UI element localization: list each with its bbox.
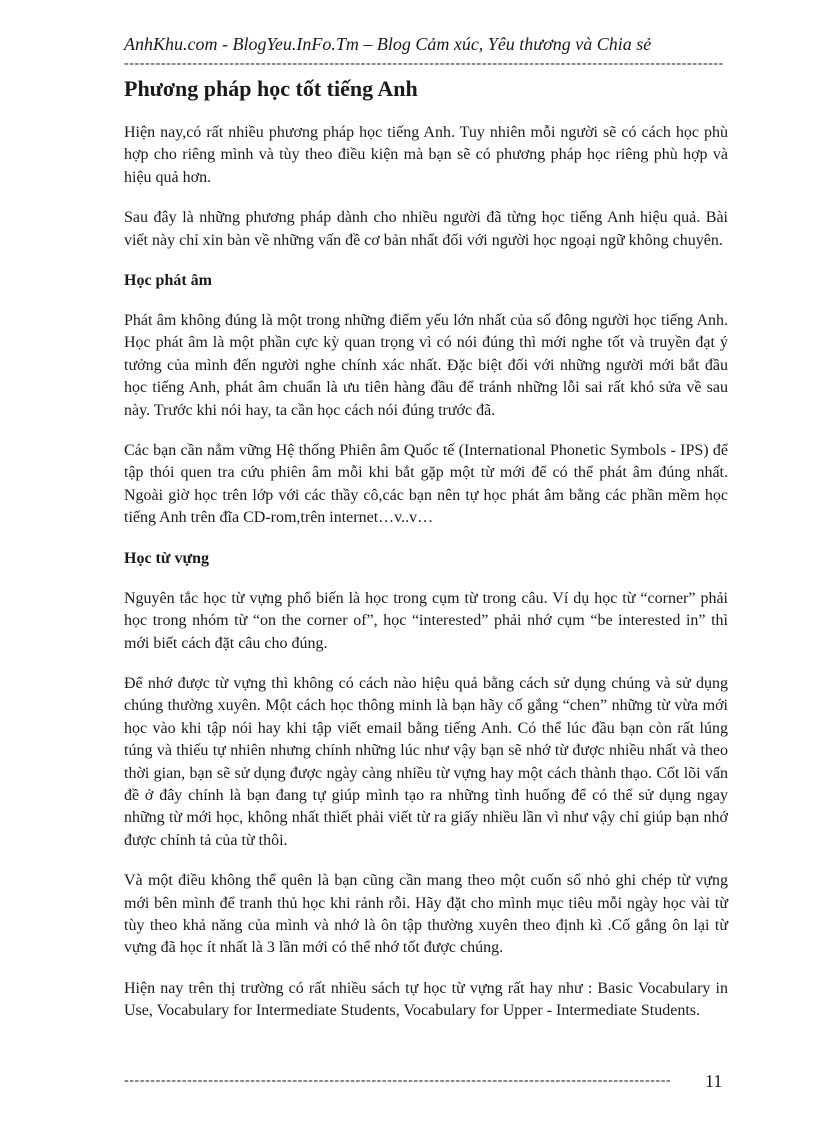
footer-divider: -------------------------------------------------------------------------------------------------------- — [124, 1073, 672, 1088]
paragraph-pronunciation-1: Phát âm không đúng là một trong những điểm yếu lớn nhất của số đông người học tiếng Anh. Học phát âm là một phần cực kỳ quan trọng vì có nói đúng thì mới nghe tốt và truyền đạt ý tưởng của mình đến người nghe chính xác nhất. Đặc biệt đối với những người mới bắt đầu học tiếng Anh, phát âm chuẩn là ưu tiên hàng đầu để tránh những lỗi sai rất khó sửa về sau này. Trước khi nói hay, ta cần học cách nói đúng trước đã. — [124, 312, 728, 419]
header-divider: ------------------------------------------------------------------------------------------------------------------ — [124, 56, 724, 71]
section-heading-pronunciation: Học phát âm — [124, 272, 212, 290]
page-title: Phương pháp học tốt tiếng Anh — [124, 76, 418, 101]
paragraph-intro-1: Hiện nay,có rất nhiều phương pháp học tiếng Anh. Tuy nhiên mỗi người sẽ có cách học phù hợp cho riêng mình và tùy theo điều kiện mà bạn sẽ có phương pháp học riêng phù hợp và hiệu quả hơn. — [124, 124, 728, 186]
article-body — [124, 122, 728, 1041]
paragraph-vocabulary-1: Nguyên tắc học từ vựng phổ biến là học trong cụm từ trong câu. Ví dụ học từ “corner” phải học trong nhóm từ “on the corner of”, học “interested” phải nhớ cụm “be interested in” thì mới biết cách đặt câu cho đúng. — [124, 589, 728, 652]
paragraph-vocabulary-4: Hiện nay trên thị trường có rất nhiều sách tự học từ vựng rất hay như : Basic Vocabulary in Use, Vocabulary for Intermediate Students, Vocabulary for Upper - Intermediate Students. — [124, 979, 728, 1020]
page-number: 11 — [705, 1071, 723, 1091]
paragraph-intro-2: Sau đây là những phương pháp dành cho nhiều người đã từng học tiếng Anh hiệu quả. Bài viết này chỉ xin bàn về những vấn đề cơ bản nhất đối với người học ngoại ngữ không chuyên. — [124, 209, 728, 249]
paragraph-pronunciation-2: Các bạn cần nắm vững Hệ thống Phiên âm Quốc tế (International Phonetic Symbols - IPS) để tập thói quen tra cứu phiên âm mỗi khi bắt gặp một từ mới để có thể phát âm đúng nhất. Ngoài giờ học trên lớp với các thầy cô,các bạn nên tự học phát âm bằng các phần mềm học tiếng Anh trên đĩa CD-rom,trên internet…v..v… — [124, 442, 728, 527]
paragraph-vocabulary-3: Và một điều không thể quên là bạn cũng cần mang theo một cuốn sổ nhỏ ghi chép từ vựng mới bên mình để tranh thủ học khi rảnh rỗi. Hãy đặt cho mình mục tiêu mỗi ngày học vài từ tùy theo khả năng của mình và nhớ là ôn tập thường xuyên theo định kì .Cố gắng ôn lại từ vựng đã học ít nhất là 3 lần mới có thể nhớ tốt được chúng. — [124, 872, 728, 957]
page-header: AnhKhu.com - BlogYeu.InFo.Tm – Blog Cảm xúc, Yêu thương và Chia sẻ — [124, 34, 652, 54]
paragraph-vocabulary-2: Để nhớ được từ vựng thì không có cách nào hiệu quả bằng cách sử dụng chúng và sử dụng chúng thường xuyên. Một cách học thông minh là bạn hãy cố gắng “chen” những từ vừa mới học vào khi tập nói hay khi tập viết email bằng tiếng Anh. Có thể lúc đầu bạn còn rất lúng túng và thiếu tự nhiên nhưng chính những lúc như vậy bạn sẽ nhớ từ được nhiều nhất và theo thời gian, bạn sẽ sử dụng được ngày càng nhiều từ vựng hay một cách thành thạo. Cốt lõi vấn đề ở đây chính là bạn đang tự giúp mình tạo ra những tình huống để có thể sử dụng ngay những từ mới học, không nhất thiết phải viết từ ra giấy nhiều lần vì như vậy chỉ giúp bạn nhớ được chính tả của từ thôi. — [124, 674, 728, 849]
section-heading-vocabulary: Học từ vựng — [124, 549, 209, 567]
